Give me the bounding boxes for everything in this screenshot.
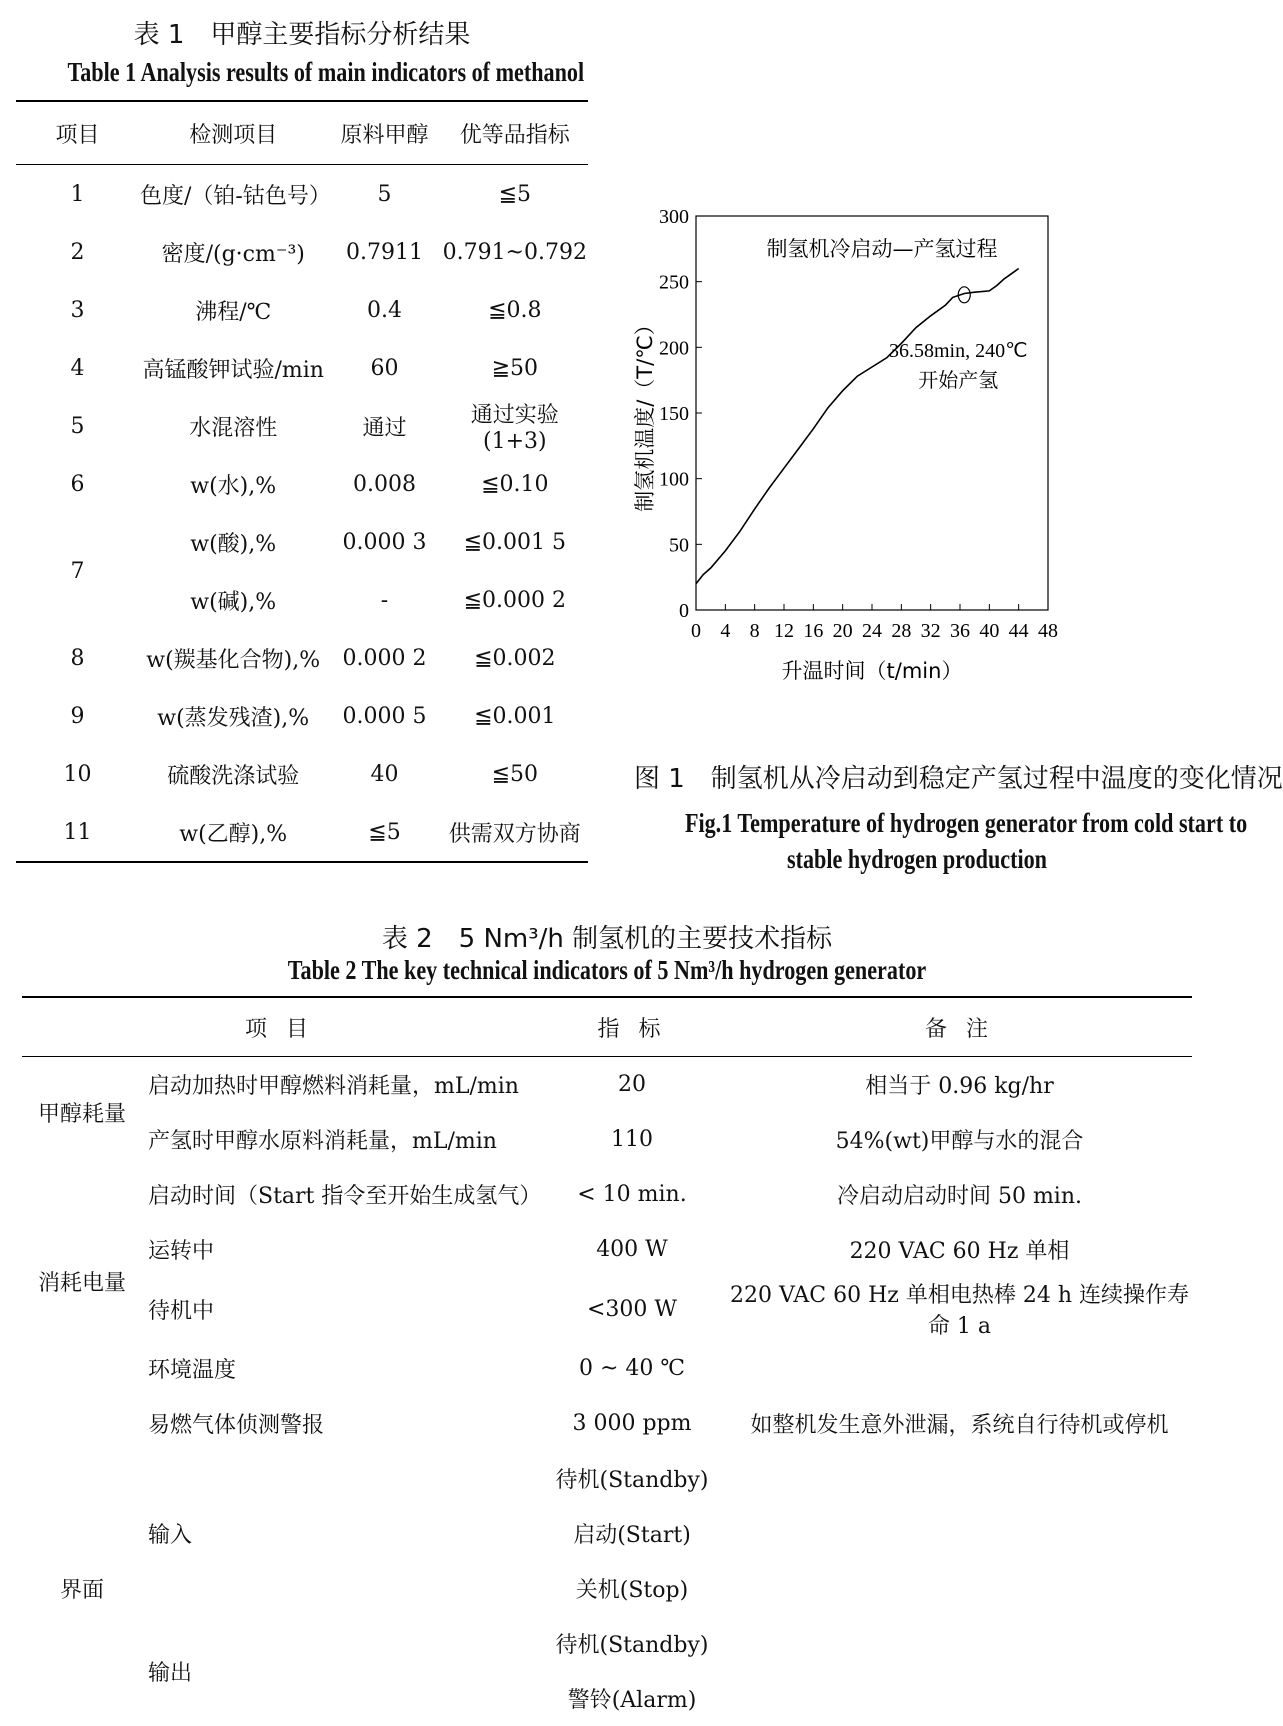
row-value: 待机(Standby) xyxy=(555,1468,709,1493)
row-remark: 冷启动启动时间 50 min. xyxy=(836,1184,1083,1209)
row-value: <300 W xyxy=(586,1296,678,1322)
plot-frame xyxy=(696,216,1048,610)
group-label: 甲醇耗量 xyxy=(37,1101,126,1127)
row-raw: 0.4 xyxy=(367,297,403,323)
row-item: w(水),% xyxy=(190,473,277,499)
row-item: 硫酸洗涤试验 xyxy=(167,763,300,789)
y-tick-label: 250 xyxy=(659,271,689,294)
table2-header-cell: 备 注 xyxy=(727,997,1192,1057)
row-raw: 60 xyxy=(370,355,399,381)
table1 xyxy=(16,100,588,863)
table-row xyxy=(16,513,588,571)
table1-section xyxy=(16,14,588,863)
row-raw: 40 xyxy=(370,761,399,787)
table1-header-cell: 原料甲醇 xyxy=(327,101,441,165)
row-item: 启动时间（Start 指令至开始生成氢气） xyxy=(148,1184,542,1209)
table1-header-cell: 项目 xyxy=(16,101,139,165)
figure1-caption-en-line1: Fig.1 Temperature of hydrogen generator from cold start to xyxy=(684,808,1248,838)
table-row xyxy=(16,397,588,455)
row-remark: 如整机发生意外泄漏，系统自行待机或停机 xyxy=(750,1413,1169,1438)
row-value: 3 000 ppm xyxy=(572,1411,692,1436)
row-value: 警铃(Alarm) xyxy=(567,1688,697,1713)
temperature-chart xyxy=(633,206,1200,750)
table2 xyxy=(22,996,1192,1726)
x-tick-label: 24 xyxy=(862,620,882,642)
row-item: 密度/(g·cm⁻³) xyxy=(161,241,305,267)
row-raw: 0.008 xyxy=(353,471,417,497)
table2-header-cell: 指 标 xyxy=(537,997,727,1057)
x-tick-label: 4 xyxy=(720,620,731,642)
row-item: w(酸),% xyxy=(190,531,277,557)
table-row xyxy=(16,165,588,224)
y-tick-label: 200 xyxy=(659,337,689,360)
row-spec: ≦0.10 xyxy=(481,471,549,497)
y-tick-label: 300 xyxy=(659,206,689,228)
row-no: 1 xyxy=(70,181,85,207)
row-remark xyxy=(727,1341,1192,1396)
chart-title: 制氢机冷启动—产氢过程 xyxy=(766,237,998,261)
x-tick-label: 20 xyxy=(832,620,853,642)
row-remark: 220 VAC 60 Hz 单相 xyxy=(849,1239,1070,1264)
y-axis-label: 制氢机温度/（T/℃） xyxy=(633,314,657,512)
figure1-caption xyxy=(634,758,1283,877)
table-row xyxy=(22,1396,1192,1451)
table-row xyxy=(16,629,588,687)
annotation-label: 开始产氢 xyxy=(918,367,999,392)
row-spec: ≦0.002 xyxy=(474,645,556,671)
row-item: 水混溶性 xyxy=(189,415,278,441)
y-tick-label: 0 xyxy=(679,600,689,622)
row-value: 0 ~ 40 ℃ xyxy=(578,1356,685,1381)
row-remark: 220 VAC 60 Hz 单相电热棒 24 h 连续操作寿命 1 a xyxy=(730,1283,1189,1339)
row-value: < 10 min. xyxy=(577,1182,687,1207)
row-no: 11 xyxy=(63,819,92,845)
row-raw: 0.000 3 xyxy=(342,529,427,555)
table2-header-row xyxy=(22,997,1192,1057)
x-tick-label: 36 xyxy=(950,620,970,642)
row-remark: 相当于 0.96 kg/hr xyxy=(865,1074,1054,1099)
row-spec: 通过实验(1+3) xyxy=(470,403,559,454)
row-no: 8 xyxy=(70,645,85,671)
row-raw: 0.000 2 xyxy=(342,645,427,671)
row-spec: ≦0.001 xyxy=(474,703,556,729)
row-spec: ≧50 xyxy=(491,355,538,381)
table1-header-cell: 优等品指标 xyxy=(442,101,588,165)
x-tick-label: 48 xyxy=(1038,620,1058,642)
row-item: w(羰基化合物),% xyxy=(146,647,321,673)
table-row xyxy=(22,1167,1192,1222)
table-row xyxy=(16,281,588,339)
table-row xyxy=(22,1277,1192,1341)
x-tick-label: 44 xyxy=(1008,620,1029,642)
table2-title-cn: 表 2 5 Nm³/h 制氢机的主要技术指标 xyxy=(381,924,833,954)
group-label: 消耗电量 xyxy=(37,1271,126,1296)
temperature-series-line xyxy=(696,269,1019,584)
x-tick-label: 40 xyxy=(979,620,1000,642)
row-item: w(蒸发残渣),% xyxy=(157,705,310,731)
table-row xyxy=(16,223,588,281)
row-value: 20 xyxy=(618,1072,646,1097)
table-row xyxy=(16,455,588,513)
row-no: 2 xyxy=(70,239,85,265)
row-spec: 0.791~0.792 xyxy=(442,239,587,265)
table2-header-cell: 项 目 xyxy=(22,997,537,1057)
figure1-caption-en-line2: stable hydrogen production xyxy=(786,844,1047,874)
table-row xyxy=(22,1112,1192,1167)
row-value: 110 xyxy=(611,1127,653,1152)
row-spec: ≦5 xyxy=(498,181,531,207)
table-row xyxy=(22,1341,1192,1396)
figure1-caption-cn: 图 1 制氢机从冷启动到稳定产氢过程中温度的变化情况 xyxy=(634,764,1283,794)
table-row xyxy=(22,1616,1192,1671)
row-raw: 0.000 5 xyxy=(342,703,427,729)
row-no: 7 xyxy=(70,558,85,584)
x-tick-label: 8 xyxy=(749,620,760,642)
row-item: 色度/（铂-钴色号） xyxy=(139,183,331,209)
x-tick-label: 16 xyxy=(803,620,824,642)
row-no: 3 xyxy=(70,297,85,323)
x-tick-label: 0 xyxy=(691,620,701,642)
table1-title-en: Table 1 Analysis results of main indicators of methanol xyxy=(67,57,585,87)
x-axis-label: 升温时间（t/min） xyxy=(781,659,963,683)
row-item: 运转中 xyxy=(148,1239,215,1264)
row-item: 启动加热时甲醇燃料消耗量，mL/min xyxy=(148,1074,519,1099)
table-row xyxy=(22,1057,1192,1113)
group-label: 界面 xyxy=(59,1578,104,1603)
table-row xyxy=(16,803,588,862)
row-value: 启动(Start) xyxy=(573,1523,691,1548)
row-raw: 通过 xyxy=(362,415,407,441)
row-spec: ≦50 xyxy=(491,761,538,787)
table-row xyxy=(22,1451,1192,1506)
table-row xyxy=(22,1222,1192,1277)
row-no: 6 xyxy=(70,471,85,497)
row-no: 5 xyxy=(70,413,85,439)
row-item: 沸程/℃ xyxy=(195,299,272,325)
row-raw: 0.7911 xyxy=(346,239,424,265)
row-item: 高锰酸钾试验/min xyxy=(142,357,324,383)
table-row xyxy=(16,687,588,745)
row-spec: ≦0.000 2 xyxy=(463,587,566,613)
row-no: 10 xyxy=(63,761,92,787)
row-spec: 供需双方协商 xyxy=(448,821,581,847)
row-item: 环境温度 xyxy=(148,1358,237,1383)
row-value: 400 W xyxy=(596,1237,668,1262)
row-no: 4 xyxy=(70,355,85,381)
annotation-label: 36.58min, 240℃ xyxy=(888,339,1028,362)
row-remark: 54%(wt)甲醇与水的混合 xyxy=(835,1129,1084,1154)
row-raw: 5 xyxy=(377,181,392,207)
row-spec: ≦0.001 5 xyxy=(463,529,566,555)
row-value: 待机(Standby) xyxy=(555,1633,709,1658)
table1-title-cn: 表 1 甲醇主要指标分析结果 xyxy=(133,20,471,50)
row-no: 9 xyxy=(70,703,85,729)
y-tick-label: 50 xyxy=(669,534,689,557)
table2-title-en: Table 2 The key technical indicators of 5 Nm³/h hydrogen generator xyxy=(287,955,927,985)
table-row xyxy=(16,745,588,803)
y-tick-label: 100 xyxy=(659,468,689,491)
row-item: 产氢时甲醇水原料消耗量，mL/min xyxy=(148,1129,497,1154)
table1-header-cell: 检测项目 xyxy=(139,101,327,165)
x-tick-label: 28 xyxy=(891,620,912,642)
row-value: 关机(Stop) xyxy=(575,1578,689,1603)
table2-section xyxy=(22,918,1192,1726)
row-item: w(碱),% xyxy=(190,589,277,615)
x-tick-label: 32 xyxy=(920,620,941,642)
row-raw: - xyxy=(380,587,389,613)
row-item: 易燃气体侦测警报 xyxy=(148,1413,325,1438)
row-item: w(乙醇),% xyxy=(179,821,288,847)
row-raw: ≦5 xyxy=(368,819,401,845)
row-spec: ≦0.8 xyxy=(488,297,542,323)
x-tick-label: 12 xyxy=(774,620,794,642)
row-item: 输入 xyxy=(148,1523,193,1548)
row-item: 待机中 xyxy=(148,1298,215,1324)
table-row xyxy=(16,339,588,397)
y-tick-label: 150 xyxy=(659,403,689,425)
row-item: 输出 xyxy=(148,1660,193,1686)
table1-header-row xyxy=(16,101,588,165)
